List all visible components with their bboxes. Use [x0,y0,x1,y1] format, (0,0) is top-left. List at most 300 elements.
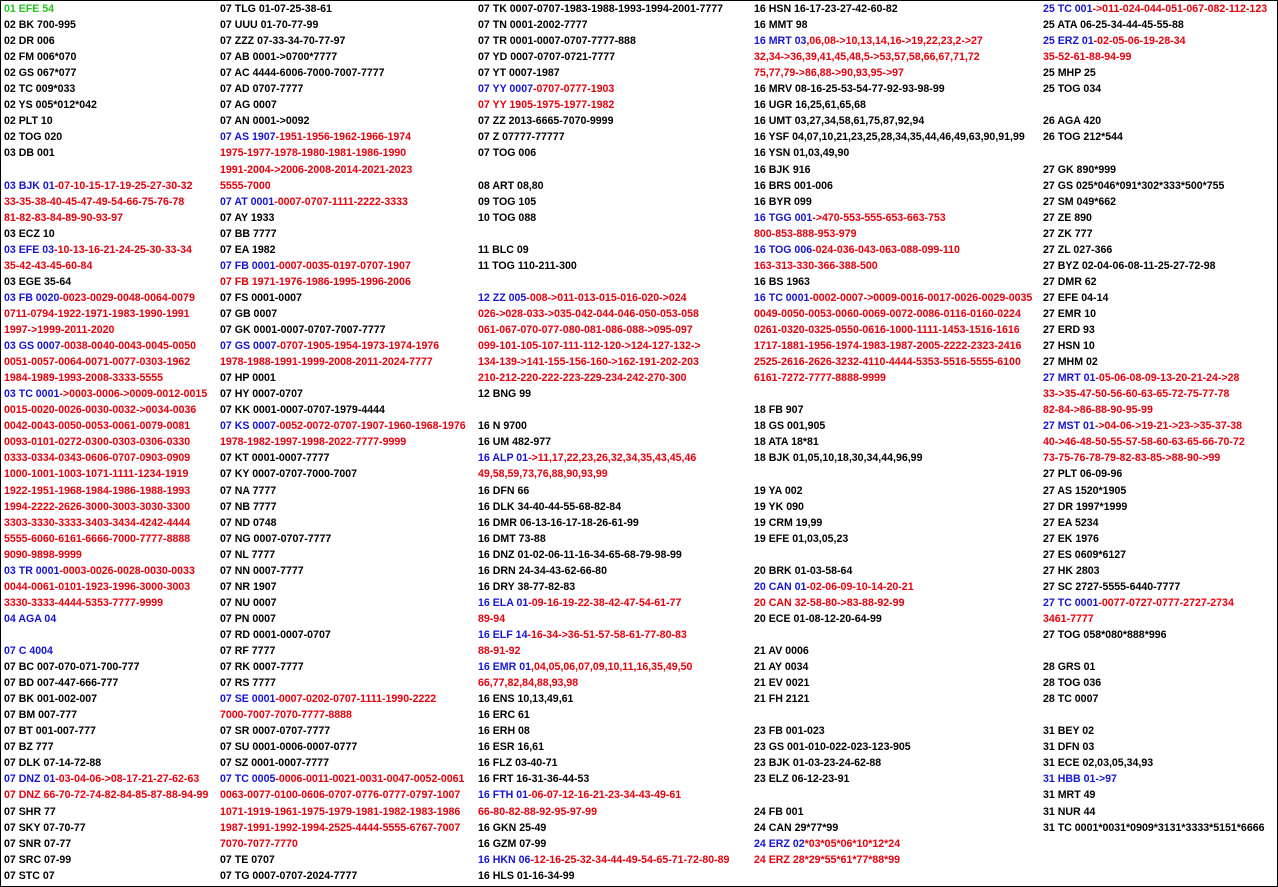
plate-entry [754,837,900,851]
entry-key-text: 16 ALP 01 [478,452,529,465]
plate-entry [478,564,607,578]
entry-text: 07 TN 0001-2002-7777 [478,19,588,32]
plate-entry [4,275,71,289]
plate-entry [220,740,357,754]
plate-entry [220,291,302,305]
entry-text: 35-42-43-45-60-84 [4,259,93,272]
plate-entry [754,130,1025,144]
entry-text: 07 TLG 01-07-25-38-61 [220,3,332,15]
entry-text: 27 EK 1976 [1043,532,1099,545]
plate-entry [1043,307,1096,321]
entry-text: 07 NG 0007-0707-7777 [220,532,332,545]
plate-entry [754,163,811,177]
plate-entry [754,291,1032,305]
plate-entry [220,243,276,257]
entry-text: 1071-1919-1961-1975-1979-1981-1982-1983-1986 [220,805,461,818]
plate-entry [4,146,55,160]
plate-entry [1043,130,1123,144]
plate-entry [4,516,190,530]
entry-text: 16 N 9700 [478,420,527,433]
plate-entry [1043,821,1265,835]
entry-text: 02 FM 006*070 [4,51,77,64]
plate-entry [4,211,123,225]
entry-text: 03 DB 001 [4,147,55,160]
entry-text: 02 YS 005*012*042 [4,99,97,112]
plate-entry [478,676,578,690]
plate-entry [478,788,681,802]
entry-text: 31 BEY 02 [1043,725,1095,738]
entry-text: 07 KK 0001-0007-0707-1979-4444 [220,404,385,417]
entry-text: 66-80-82-88-92-95-97-99 [478,805,597,818]
entry-text: 20 CAN 32-58-80->83-88-92-99 [754,596,905,609]
entry-text: 1978-1982-1997-1998-2022-7777-9999 [220,436,407,449]
plate-entry [754,66,904,80]
plate-entry [220,500,277,514]
plate-entry [754,484,803,498]
entry-text: 09 TOG 105 [478,195,537,208]
entry-text: 02 BK 700-995 [4,19,76,32]
entry-text: -0007-0035-0197-0707-1907 [275,259,411,272]
entry-text: 07 NA 7777 [220,484,277,497]
entry-text: 07 YY 1905-1975-1977-1982 [478,99,615,112]
plate-entry [754,644,809,658]
entry-text: 0044-0061-0101-1923-1996-3000-3003 [4,580,191,593]
entry-text: 27 HSN 10 [1043,340,1095,353]
entry-text: 16 BJK 916 [754,163,811,176]
entry-text: 03 EGE 35-64 [4,275,72,288]
entry-text: -0707-0777-1903 [533,83,615,96]
plate-entry [478,692,573,706]
entry-text: 061-067-070-077-080-081-086-088->095-097 [478,324,693,336]
entry-text: 27 EMR 10 [1043,307,1096,320]
plate-entry [1043,227,1092,241]
plate-entry [220,548,275,562]
entry-text: 16 HSN 16-17-23-27-42-60-82 [754,3,898,15]
plate-entry [478,660,692,674]
entry-text: 7070-7077-7770 [220,837,298,850]
entry-text: 1991-2004->2006-2008-2014-2021-2023 [220,163,413,176]
entry-text: 16 UMT 03,27,34,58,61,75,87,92,94 [754,115,925,128]
entry-text: 07 AN 0001->0092 [220,115,310,128]
entry-text: 07 ZZ 2013-6665-7070-9999 [478,115,614,128]
entry-text: 18 BJK 01,05,10,18,30,34,44,96,99 [754,452,923,465]
entry-text: ->11,17,22,23,26,32,34,35,43,45,46 [528,452,697,465]
plate-entry [4,500,190,514]
entry-key-text: 07 C 4004 [4,645,53,657]
entry-text: 27 ZL 027-366 [1043,243,1113,256]
entry-text: 1994-2222-2626-3000-3003-3030-3300 [4,500,191,513]
entry-text: 07 SZ 0001-0007-7777 [220,757,329,770]
plate-entry [220,163,412,177]
entry-key-text: 07 YY 0007 [478,83,533,96]
plate-entry [754,323,1020,337]
entry-text: 02 PLT 10 [4,115,53,128]
entry-text: 31 DFN 03 [1043,741,1095,754]
plate-entry [478,644,520,658]
entry-text: 07 AG 0007 [220,99,277,112]
plate-entry [4,323,114,337]
entry-text: 16 ESR 16,61 [478,741,544,754]
entry-text: 07 BC 007-070-071-700-777 [4,661,140,674]
plate-entry [754,259,878,273]
entry-key-text: 07 AS 1907 [220,131,276,144]
entry-text: 02 DR 006 [4,35,55,48]
entry-text: 19 CRM 19,99 [754,516,823,529]
entry-text: 07 NB 7777 [220,500,277,513]
plate-entry [754,596,904,610]
entry-text: 1717-1881-1956-1974-1983-1987-2005-2222-2323-2416 [754,340,1022,353]
plate-entry [4,676,118,690]
plate-entry [478,756,558,770]
plate-entry [4,82,75,96]
entry-text: -0707-1905-1954-1973-1974-1976 [276,340,440,353]
entry-key-text: 25 ERZ 01 [1043,35,1094,48]
entry-text: ->011-024-044-051-067-082-112-123 [1092,3,1268,15]
entry-text: -1951-1956-1962-1966-1974 [275,131,412,144]
plate-entry [220,805,460,819]
entry-text: 07 SU 0001-0006-0007-0777 [220,741,358,754]
entry-text: 07 SR 0007-0707-7777 [220,725,331,738]
plate-entry [1043,564,1100,578]
entry-text: 07 NN 0007-7777 [220,564,304,577]
entry-text: 27 AS 1520*1905 [1043,484,1127,497]
plate-entry [4,195,184,209]
plate-entry [220,869,357,883]
entry-text: 23 ELZ 06-12-23-91 [754,773,850,786]
plate-entry [478,612,505,626]
entry-text: 27 EA 5234 [1043,516,1099,529]
entry-text: 82-84->86-88-90-95-99 [1043,404,1153,417]
entry-text: 27 GS 025*046*091*302*333*500*755 [1043,179,1225,192]
plate-entry [220,484,276,498]
plate-entry [4,18,76,32]
entry-text: 07 TK 0007-0707-1983-1988-1993-1994-2001-7777 [478,3,724,15]
entry-key-text: 04 AGA 04 [4,612,57,625]
plate-entry [1043,628,1167,642]
entry-text: 27 PLT 06-09-96 [1043,468,1123,481]
entry-text: -0003-0026-0028-0030-0033 [59,564,195,577]
entry-text: 19 YK 090 [754,500,804,513]
plate-entry [754,403,803,417]
entry-text: 07 FS 0001-0007 [220,291,302,304]
entry-text: 27 DR 1997*1999 [1043,500,1128,513]
plate-entry [220,275,411,289]
entry-text: 07 YT 0007-1987 [478,67,560,80]
entry-text: 07 AC 4444-6006-7000-7007-7777 [220,67,385,80]
plate-entry [1043,34,1186,48]
entry-text: 16 FLZ 03-40-71 [478,757,558,770]
plate-entry [478,18,588,32]
entry-text: 27 ES 0609*6127 [1043,548,1127,561]
entry-text: -024-036-043-063-088-099-110 [812,243,960,256]
entry-text: 07 AB 0001->0700*7777 [220,51,338,64]
entry-text: 2525-2616-2626-3232-4110-4444-5353-5516-5555-6100 [754,356,1021,369]
plate-entry [478,66,560,80]
plate-entry [754,371,886,385]
entry-text: -0023-0029-0048-0064-0079 [59,291,195,304]
plate-entry [754,821,838,835]
entry-text: 7000-7007-7070-7777-8888 [220,709,352,722]
plate-entry [754,243,960,257]
entry-text: ->04-06->19-21->23->35-37-38 [1094,420,1243,433]
entry-key-text: 07 KS 0007 [220,420,276,433]
entry-text: 11 BLC 09 [478,243,529,256]
plate-entry [1043,211,1092,225]
plate-entry [4,580,190,594]
entry-text: 02 TC 009*033 [4,83,76,96]
entry-text: 07 ND 0748 [220,516,277,529]
plate-entry [220,227,277,241]
entry-text: 07 YD 0007-0707-0721-7777 [478,51,616,64]
entry-text: 27 SM 049*662 [1043,195,1117,208]
entry-text: -008->011-013-015-016-020->024 [526,291,687,304]
plate-entry [4,805,56,819]
plate-entry [754,564,852,578]
plate-entry [4,708,77,722]
entry-text: -10-13-16-21-24-25-30-33-34 [54,243,192,256]
entry-text: 31 MRT 49 [1043,789,1096,802]
plate-entry [754,2,898,16]
entry-text: 07 ZZZ 07-33-34-70-77-97 [220,35,346,48]
plate-entry [220,50,337,64]
plate-entry [1043,612,1094,626]
entry-text: 08 ART 08,80 [478,179,544,192]
plate-entry [220,516,277,530]
plate-entry [478,130,565,144]
entry-text: 24 ERZ 28*29*55*61*77*88*99 [754,853,901,866]
plate-entry [754,227,857,241]
entry-text: 27 MHM 02 [1043,356,1098,369]
plate-entry [220,837,298,851]
plate-entry [1043,195,1116,209]
plate-entry [754,211,946,225]
plate-entry [1043,275,1097,289]
plate-entry [1043,82,1101,96]
entry-text: 16 MRV 08-16-25-53-54-77-92-93-98-99 [754,83,945,96]
entry-text: 07 SHR 77 [4,805,56,818]
plate-entry [1043,163,1116,177]
plate-entry [220,628,331,642]
plate-entry [754,82,945,96]
entry-text: 07 TOG 006 [478,147,537,160]
entry-text: 32,34->36,39,41,45,48,5->53,57,58,66,67,71,72 [754,51,980,64]
entry-key-text: 03 GS 0007 [4,340,61,353]
entry-text: 07 RS 7777 [220,677,276,690]
plate-entry [754,339,1021,353]
plate-entry [478,708,530,722]
entry-text: 9090-9898-9999 [4,548,82,561]
entry-text: 18 FB 907 [754,404,804,417]
plate-entry [754,307,1021,321]
entry-text: 07 TE 0707 [220,853,275,866]
entry-text: 81-82-83-84-89-90-93-97 [4,211,123,224]
plate-entry [220,596,277,610]
entry-text: 1000-1001-1003-1071-1111-1234-1919 [4,468,189,481]
plate-entry [220,644,275,658]
plate-entry [1043,548,1126,562]
entry-key-text: 03 TC 0001 [4,388,60,401]
plate-entry [220,2,332,16]
entry-text: 0063-0077-0100-0606-0707-0776-0777-0797-1007 [220,789,461,802]
plate-entry [4,291,195,305]
entry-key-text: 07 TC 0005 [220,773,276,786]
entry-text: 0333-0334-0343-0606-0707-0903-0909 [4,452,191,465]
entry-text: 07 BZ 777 [4,741,54,754]
entry-text: 16 YSN 01,03,49,90 [754,147,850,160]
plate-entry [4,387,207,401]
plate-entry [4,467,188,481]
entry-text: 28 GRS 01 [1043,661,1096,674]
entry-text: 07 FB 1971-1976-1986-1995-1996-2006 [220,275,411,288]
plate-entry [4,612,56,626]
entry-text: 28 TOG 036 [1043,677,1102,690]
plate-entry [478,179,544,193]
plate-entry [4,50,76,64]
entry-text: 0051-0057-0064-0071-0077-0303-1962 [4,356,191,369]
entry-key-text: 03 EFE 03 [4,243,55,256]
entry-text: -06-07-12-16-21-23-34-43-49-61 [528,789,682,802]
plate-entry [1043,435,1245,449]
plate-entry [4,339,196,353]
plate-entry [220,82,303,96]
entry-text: 16 UM 482-977 [478,436,552,449]
plate-entry [754,179,833,193]
plate-entry [1043,467,1122,481]
plate-entry [220,724,330,738]
entry-key-text: 16 EMR 01 [478,661,531,674]
entry-key-text: 20 CAN 01 [754,580,807,593]
plate-entry [4,98,97,112]
plate-entry [4,853,71,867]
entry-text: 33-35-38-40-45-47-49-54-66-75-76-78 [4,195,185,208]
plate-entry [1043,243,1112,257]
plate-entry [4,692,97,706]
entry-text: 23 FB 001-023 [754,725,825,738]
plate-entry [4,532,190,546]
plate-entry [1043,788,1095,802]
plate-entry [478,307,699,321]
plate-entry [478,291,687,305]
entry-text: 0015-0020-0026-0030-0032->0034-0036 [4,404,197,417]
plate-entry [4,821,86,835]
plate-entry [478,259,577,273]
plate-entry [754,50,980,64]
plate-entry [220,130,411,144]
entry-text: 3461-7777 [1043,612,1094,625]
entry-key-text: 07 GS 0007 [220,340,277,353]
entry-text: 0049-0050-0053-0060-0069-0072-0086-0116-0160-0224 [754,307,1021,320]
plate-entry [4,66,76,80]
entry-text: 16 MMT 98 [754,19,808,32]
plate-entry [4,243,192,257]
plate-entry [4,2,54,16]
plate-entry [4,227,55,241]
entry-key-text: 24 ERZ 02 [754,837,805,850]
plate-entry [478,2,723,16]
plate-entry [478,371,687,385]
plate-entry [4,772,199,786]
entry-text: 16 DFN 66 [478,484,530,497]
plate-entry [1043,291,1108,305]
plate-entry [478,243,529,257]
entry-text: 20 BRK 01-03-58-64 [754,564,853,577]
entry-text: 07 Z 07777-77777 [478,131,565,144]
plate-entry [1043,692,1098,706]
entry-text: -0077-0727-0777-2727-2734 [1098,596,1234,609]
entry-text: 07 EA 1982 [220,243,276,256]
entry-text: 07 DNZ 66-70-72-74-82-84-85-87-88-94-99 [4,789,209,802]
plate-entry [478,98,614,112]
plate-entry [754,532,848,546]
plate-entry [220,18,318,32]
entry-key-text: 07 FB 0001 [220,259,276,272]
plate-entry [1043,403,1153,417]
plate-entry [1043,259,1216,273]
entry-text: 07 BB 7777 [220,227,277,240]
entry-text: 0093-0101-0272-0300-0303-0306-0330 [4,436,191,449]
plate-entry [754,740,911,754]
entry-text: 27 SC 2727-5555-6440-7777 [1043,580,1181,593]
entry-text: 03 ECZ 10 [4,227,55,240]
entry-text: 07 RD 0001-0007-0707 [220,628,331,641]
plate-entry [478,467,608,481]
plate-entry [4,435,190,449]
entry-text: 16 DMR 06-13-16-17-18-26-61-99 [478,516,639,529]
plate-entry [4,756,101,770]
entry-key-text: 16 TGG 001 [754,211,813,224]
entry-text: 07 SKY 07-70-77 [4,821,86,834]
entry-text: 099-101-105-107-111-112-120->124-127-132-> [478,340,701,353]
entry-text: 3330-3333-4444-5353-7777-9999 [4,596,164,609]
plate-entry [478,837,546,851]
entry-text: -03-04-06->08-17-21-27-62-63 [55,773,200,786]
entry-text: 1987-1991-1992-1994-2525-4444-5555-6767-7007 [220,821,461,834]
plate-entry [478,821,546,835]
plate-entry [754,435,819,449]
plate-entry [478,451,696,465]
entry-text: 07 BD 007-447-666-777 [4,677,119,690]
entry-text: 49,58,59,73,76,88,90,93,99 [478,468,608,481]
entry-text: 16 DLK 34-40-44-55-68-82-84 [478,500,622,513]
entry-text: 6161-7272-7777-8888-9999 [754,372,886,385]
plate-entry [754,676,809,690]
entry-text: 21 AY 0034 [754,661,809,674]
plate-entry [754,756,881,770]
plate-entry [1043,371,1239,385]
plate-entry [1043,339,1095,353]
plate-entry [1043,516,1099,530]
entry-text: -0007-0202-0707-1111-1990-2222 [275,693,437,706]
plate-entry [1043,676,1101,690]
plate-entry [220,387,303,401]
plate-entry [478,724,530,738]
plate-entry [220,211,274,225]
plate-entry [220,756,329,770]
entry-key-text: 16 TC 0001 [754,291,810,304]
plate-entry [478,805,597,819]
plate-entry [1043,179,1224,193]
plate-entry [220,114,309,128]
entry-text: ,06,08->10,13,14,16->19,22,23,2->27 [806,35,983,48]
entry-text: 1975-1977-1978-1980-1981-1986-1990 [220,147,407,160]
entry-key-text: 27 TC 0001 [1043,596,1099,609]
plate-entry [754,660,808,674]
plate-entry [4,130,62,144]
entry-text: 02 TOG 020 [4,131,63,144]
plate-entry [754,772,849,786]
plate-entry [478,34,636,48]
plate-entry [754,451,922,465]
